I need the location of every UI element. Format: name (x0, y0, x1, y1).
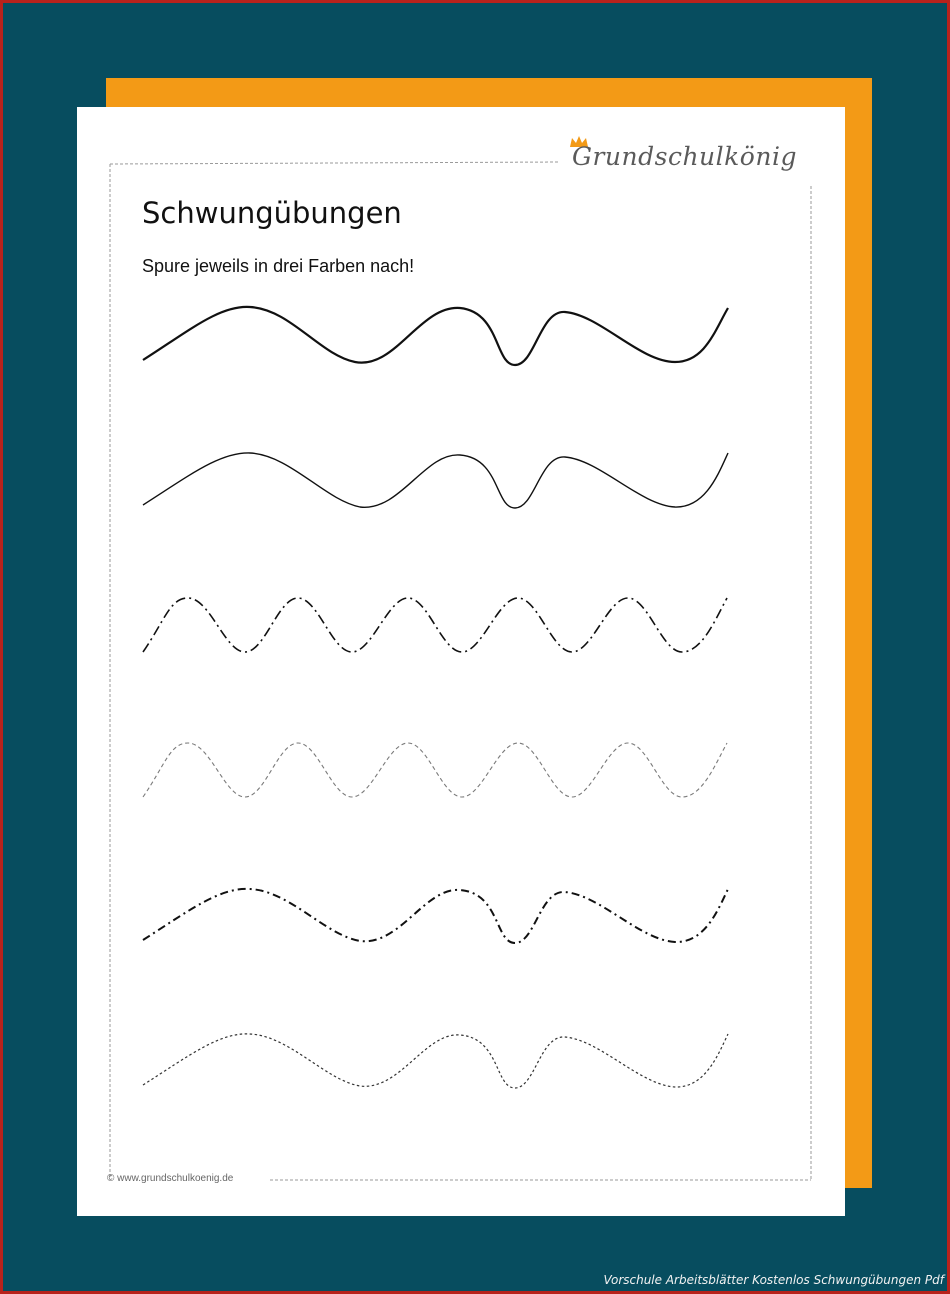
exercise-line-2 (143, 453, 728, 508)
worksheet-title: Schwungübungen (142, 196, 402, 230)
exercise-line-4 (143, 743, 727, 797)
exercise-line-3 (143, 598, 727, 652)
brand-logo-text: Grundschulkönig (572, 142, 797, 171)
image-caption: Vorschule Arbeitsblätter Kostenlos Schwungübungen Pdf (603, 1273, 944, 1287)
border-top (110, 162, 560, 164)
exercise-line-1 (143, 307, 728, 365)
exercise-line-6 (143, 1034, 728, 1088)
worksheet-instruction: Spure jeweils in drei Farben nach! (142, 256, 415, 276)
copyright-footer: © www.grundschulkoenig.de (107, 1173, 234, 1184)
exercise-line-5 (143, 889, 728, 943)
